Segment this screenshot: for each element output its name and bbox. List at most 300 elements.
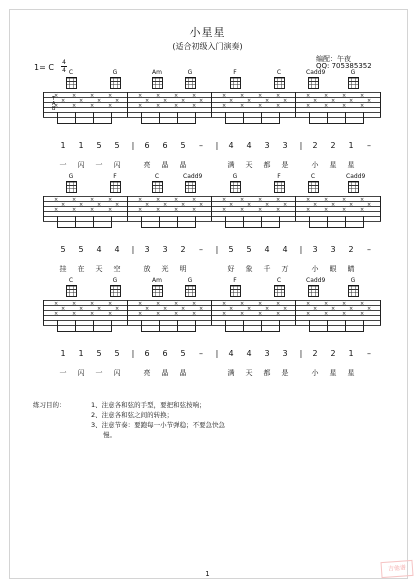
- strum-x-mark: ×: [174, 197, 179, 203]
- numbered-note: 2: [348, 245, 354, 254]
- arranger-credit: 编配：午夜: [316, 55, 351, 63]
- chord-grid: [308, 77, 319, 89]
- strum-x-mark: ×: [90, 207, 95, 213]
- rhythm-beam: [57, 331, 111, 332]
- strum-x-mark: ×: [163, 202, 168, 208]
- numbered-note: 3: [312, 245, 318, 254]
- strum-x-mark: ×: [156, 207, 161, 213]
- chord-diagram: [228, 174, 242, 193]
- bar-line: [295, 92, 296, 117]
- bar-line: [380, 300, 381, 325]
- numbered-note: 4: [96, 245, 102, 254]
- bar-line: [295, 196, 296, 221]
- strum-x-mark: ×: [61, 202, 66, 208]
- strum-x-mark: ×: [258, 103, 263, 109]
- lyric-syllable: 天: [95, 265, 103, 273]
- strum-x-mark: ×: [174, 301, 179, 307]
- strum-x-mark: ×: [181, 306, 186, 312]
- strum-x-mark: ×: [276, 207, 281, 213]
- strum-x-mark: ×: [174, 103, 179, 109]
- strum-x-mark: ×: [72, 207, 77, 213]
- strum-x-mark: ×: [360, 301, 365, 307]
- strum-x-mark: ×: [54, 103, 59, 109]
- bar-line: [211, 300, 212, 325]
- lyric-syllable: 挂: [59, 265, 67, 273]
- strum-x-mark: ×: [72, 93, 77, 99]
- lyric-syllable: 晶: [161, 161, 169, 169]
- strum-x-mark: ×: [367, 306, 372, 312]
- chord-diagram: [64, 70, 78, 89]
- chord-name: Cadd9: [306, 69, 326, 76]
- strum-x-mark: ×: [181, 202, 186, 208]
- chord-diagram: [183, 278, 197, 297]
- strum-x-mark: ×: [306, 207, 311, 213]
- lyric-syllable: 亮: [143, 369, 151, 377]
- strum-x-mark: ×: [156, 197, 161, 203]
- strum-x-mark: ×: [313, 202, 318, 208]
- chord-diagram: [272, 278, 286, 297]
- strum-x-mark: ×: [138, 93, 143, 99]
- bar-line: [380, 92, 381, 117]
- practice-item: 3、注意节奏：要跑每一小节弹稳；不要急快急: [91, 421, 226, 429]
- chord-diagram: [64, 174, 78, 193]
- chord-name: C: [154, 173, 160, 180]
- chord-grid: [66, 285, 77, 297]
- strum-x-mark: ×: [54, 93, 59, 99]
- bar-line: [127, 300, 128, 325]
- practice-heading: 练习目的：: [33, 401, 66, 409]
- strum-x-mark: ×: [108, 93, 113, 99]
- practice-notes: [33, 400, 226, 439]
- strum-x-mark: ×: [108, 301, 113, 307]
- strum-x-mark: ×: [306, 197, 311, 203]
- strum-x-mark: ×: [61, 98, 66, 104]
- chord-diagram: [306, 174, 320, 193]
- strum-x-mark: ×: [265, 98, 270, 104]
- chord-name: Am: [152, 69, 162, 76]
- lyric-syllable: 闪: [77, 161, 85, 169]
- numbered-note: 1: [348, 141, 354, 150]
- lyric-syllable: 满: [227, 161, 235, 169]
- lyric-syllable: 天: [245, 369, 253, 377]
- chord-name: F: [277, 173, 281, 180]
- lyric-syllable: 天: [245, 161, 253, 169]
- chord-grid: [185, 285, 196, 297]
- strum-x-mark: ×: [258, 311, 263, 317]
- strum-x-mark: ×: [174, 207, 179, 213]
- tab-clef-letter: T: [52, 96, 56, 102]
- strum-x-mark: ×: [222, 103, 227, 109]
- strum-x-mark: ×: [145, 98, 150, 104]
- lyric-syllable: 眼: [329, 265, 337, 273]
- strum-x-mark: ×: [349, 98, 354, 104]
- strum-x-mark: ×: [90, 197, 95, 203]
- lyric-syllable: 星: [347, 369, 355, 377]
- chord-diagram: [183, 173, 203, 193]
- chord-grid: [66, 181, 77, 193]
- practice-item: 慢。: [103, 431, 116, 439]
- strum-x-mark: ×: [342, 197, 347, 203]
- lyric-syllable: 都: [263, 161, 271, 169]
- strum-x-mark: ×: [79, 98, 84, 104]
- strum-x-mark: ×: [108, 207, 113, 213]
- lyric-syllable: 千: [263, 265, 271, 273]
- lyric-syllable: 闪: [113, 161, 121, 169]
- lyric-syllable: 星: [329, 161, 337, 169]
- strum-x-mark: ×: [247, 98, 252, 104]
- strum-x-mark: ×: [349, 202, 354, 208]
- chord-grid: [348, 285, 359, 297]
- lyric-syllable: 万: [281, 265, 289, 273]
- chord-grid: [348, 181, 359, 193]
- strum-x-mark: ×: [181, 98, 186, 104]
- notation-bar: |: [131, 141, 135, 150]
- lyric-syllable: 都: [263, 369, 271, 377]
- chord-name: G: [350, 69, 356, 76]
- strum-x-mark: ×: [240, 197, 245, 203]
- chord-diagram: [306, 69, 326, 89]
- chord-name: G: [112, 69, 118, 76]
- strum-x-mark: ×: [240, 103, 245, 109]
- rhythm-beam: [141, 227, 195, 228]
- strum-x-mark: ×: [258, 301, 263, 307]
- strum-x-mark: ×: [54, 311, 59, 317]
- rhythm-beam: [309, 227, 363, 228]
- strum-x-mark: ×: [163, 306, 168, 312]
- strum-x-mark: ×: [276, 301, 281, 307]
- rhythm-stem: [279, 216, 280, 228]
- strum-x-mark: ×: [79, 306, 84, 312]
- strum-x-mark: ×: [138, 301, 143, 307]
- strum-x-mark: ×: [54, 197, 59, 203]
- strum-x-mark: ×: [192, 207, 197, 213]
- strum-x-mark: ×: [265, 202, 270, 208]
- practice-item: 1、注意各和弦的手型，要把和弦按响；: [91, 401, 206, 409]
- rhythm-stem: [363, 112, 364, 124]
- chord-name: G: [68, 173, 74, 180]
- strum-x-mark: ×: [331, 202, 336, 208]
- strum-x-mark: ×: [276, 103, 281, 109]
- numbered-note: 5: [114, 349, 120, 358]
- strum-x-mark: ×: [222, 197, 227, 203]
- strum-x-mark: ×: [90, 311, 95, 317]
- lyric-syllable: 一: [59, 369, 67, 377]
- lyric-syllable: 睛: [347, 265, 355, 273]
- numbered-note: 2: [330, 141, 336, 150]
- chord-diagram: [272, 70, 286, 89]
- strum-x-mark: ×: [324, 103, 329, 109]
- chord-diagram: [272, 174, 286, 193]
- chord-grid: [110, 181, 121, 193]
- strum-x-mark: ×: [156, 93, 161, 99]
- numbered-note: 2: [312, 349, 318, 358]
- lyric-syllable: 是: [281, 369, 289, 377]
- rhythm-beam: [141, 331, 195, 332]
- bar-line: [380, 196, 381, 221]
- numbered-note: –: [367, 245, 371, 254]
- strum-x-mark: ×: [331, 98, 336, 104]
- strum-x-mark: ×: [247, 306, 252, 312]
- chord-name: F: [233, 69, 237, 76]
- bar-line: [43, 196, 44, 221]
- strum-x-mark: ×: [306, 93, 311, 99]
- strum-x-mark: ×: [360, 197, 365, 203]
- bar-line: [43, 92, 44, 117]
- notation-bar: |: [131, 245, 135, 254]
- numbered-note: 6: [162, 349, 168, 358]
- strum-x-mark: ×: [360, 103, 365, 109]
- strum-x-mark: ×: [349, 306, 354, 312]
- rhythm-beam: [57, 227, 111, 228]
- lyric-syllable: 晶: [179, 369, 187, 377]
- song-subtitle: (适合初级入门演奏): [172, 42, 243, 51]
- strum-x-mark: ×: [258, 207, 263, 213]
- numbered-note: 3: [282, 141, 288, 150]
- chord-diagram: [228, 278, 242, 297]
- lyric-syllable: 闪: [113, 369, 121, 377]
- chord-grid: [185, 181, 196, 193]
- numbered-note: 6: [144, 141, 150, 150]
- strum-x-mark: ×: [138, 197, 143, 203]
- numbered-note: 4: [228, 349, 234, 358]
- strum-x-mark: ×: [313, 306, 318, 312]
- chord-diagram: [346, 173, 366, 193]
- strum-x-mark: ×: [145, 306, 150, 312]
- chord-grid: [185, 77, 196, 89]
- chord-diagram: [150, 278, 164, 297]
- numbered-note: 4: [114, 245, 120, 254]
- strum-x-mark: ×: [342, 301, 347, 307]
- strum-x-mark: ×: [283, 98, 288, 104]
- chord-grid: [274, 181, 285, 193]
- bar-line: [127, 92, 128, 117]
- strum-x-mark: ×: [163, 98, 168, 104]
- numbered-note: –: [199, 349, 203, 358]
- strum-x-mark: ×: [199, 202, 204, 208]
- strum-x-mark: ×: [324, 311, 329, 317]
- chord-diagram: [150, 174, 164, 193]
- strum-x-mark: ×: [306, 103, 311, 109]
- strum-x-mark: ×: [97, 306, 102, 312]
- chord-grid: [274, 285, 285, 297]
- chord-grid: [152, 181, 163, 193]
- numbered-note: 1: [60, 349, 66, 358]
- strum-x-mark: ×: [306, 301, 311, 307]
- rhythm-stem: [279, 112, 280, 124]
- chord-diagram: [346, 70, 360, 89]
- lyric-syllable: 小: [311, 369, 319, 377]
- lyric-syllable: 小: [311, 265, 319, 273]
- strum-x-mark: ×: [342, 207, 347, 213]
- numbered-note: 3: [264, 141, 270, 150]
- chord-name: Cadd9: [183, 173, 203, 180]
- strum-x-mark: ×: [192, 103, 197, 109]
- numbered-note: 6: [144, 349, 150, 358]
- strum-x-mark: ×: [72, 311, 77, 317]
- strum-x-mark: ×: [276, 311, 281, 317]
- chord-diagram: [150, 70, 164, 89]
- strum-x-mark: ×: [108, 311, 113, 317]
- strum-x-mark: ×: [247, 202, 252, 208]
- rhythm-stem: [363, 320, 364, 332]
- strum-x-mark: ×: [156, 103, 161, 109]
- chord-grid: [152, 77, 163, 89]
- strum-x-mark: ×: [367, 98, 372, 104]
- rhythm-stem: [363, 216, 364, 228]
- chord-name: C: [276, 69, 282, 76]
- strum-x-mark: ×: [342, 311, 347, 317]
- chord-name: G: [187, 277, 193, 284]
- strum-x-mark: ×: [222, 301, 227, 307]
- numbered-note: 6: [162, 141, 168, 150]
- rhythm-beam: [141, 123, 195, 124]
- strum-x-mark: ×: [276, 197, 281, 203]
- strum-x-mark: ×: [156, 301, 161, 307]
- strum-x-mark: ×: [156, 311, 161, 317]
- rhythm-stem: [195, 112, 196, 124]
- chord-name: C: [68, 277, 74, 284]
- lyric-syllable: 小: [311, 161, 319, 169]
- strum-x-mark: ×: [174, 93, 179, 99]
- rhythm-stem: [195, 216, 196, 228]
- rhythm-beam: [225, 123, 279, 124]
- numbered-note: 5: [114, 141, 120, 150]
- strum-x-mark: ×: [90, 93, 95, 99]
- tab-staff: [43, 196, 381, 221]
- numbered-note: 1: [78, 141, 84, 150]
- strum-x-mark: ×: [115, 306, 120, 312]
- strum-x-mark: ×: [229, 98, 234, 104]
- strum-x-mark: ×: [240, 93, 245, 99]
- lyric-syllable: 闪: [77, 369, 85, 377]
- tab-staff: [43, 300, 381, 325]
- strum-x-mark: ×: [61, 306, 66, 312]
- strum-x-mark: ×: [331, 306, 336, 312]
- strum-x-mark: ×: [90, 103, 95, 109]
- lyric-syllable: 空: [113, 265, 121, 273]
- numbered-note: –: [199, 245, 203, 254]
- lyric-syllable: 好: [227, 265, 235, 273]
- chord-diagram: [346, 278, 360, 297]
- chord-name: F: [113, 173, 117, 180]
- strum-x-mark: ×: [108, 103, 113, 109]
- strum-x-mark: ×: [342, 103, 347, 109]
- strum-x-mark: ×: [222, 311, 227, 317]
- strum-x-mark: ×: [138, 207, 143, 213]
- strum-x-mark: ×: [72, 301, 77, 307]
- chord-grid: [230, 181, 241, 193]
- notation-bar: |: [299, 349, 303, 358]
- chord-diagram: [183, 70, 197, 89]
- strum-x-mark: ×: [306, 311, 311, 317]
- chord-name: C: [276, 277, 282, 284]
- strum-x-mark: ×: [115, 98, 120, 104]
- tab-clef-letter: B: [52, 106, 56, 112]
- lyric-syllable: 是: [281, 161, 289, 169]
- rhythm-stem: [111, 112, 112, 124]
- tab-clef-letter: A: [52, 101, 56, 107]
- chord-name: Cadd9: [306, 277, 326, 284]
- numbered-note: 1: [78, 349, 84, 358]
- numbered-note: 5: [96, 141, 102, 150]
- bar-line: [43, 300, 44, 325]
- strum-x-mark: ×: [258, 197, 263, 203]
- notation-bar: |: [215, 245, 219, 254]
- chord-grid: [308, 181, 319, 193]
- chord-diagram: [64, 278, 78, 297]
- strum-x-mark: ×: [115, 202, 120, 208]
- strum-x-mark: ×: [72, 103, 77, 109]
- numbered-note: 3: [162, 245, 168, 254]
- strum-x-mark: ×: [199, 306, 204, 312]
- strum-x-mark: ×: [342, 93, 347, 99]
- strum-x-mark: ×: [192, 301, 197, 307]
- strum-x-mark: ×: [360, 207, 365, 213]
- strum-x-mark: ×: [145, 202, 150, 208]
- numbered-note: –: [367, 141, 371, 150]
- numbered-note: 4: [246, 141, 252, 150]
- rhythm-beam: [309, 123, 363, 124]
- lyric-syllable: 满: [227, 369, 235, 377]
- strum-x-mark: ×: [79, 202, 84, 208]
- rhythm-stem: [111, 320, 112, 332]
- chord-grid: [230, 77, 241, 89]
- bar-line: [127, 196, 128, 221]
- strum-x-mark: ×: [97, 98, 102, 104]
- chord-grid: [110, 77, 121, 89]
- strum-x-mark: ×: [324, 197, 329, 203]
- strum-x-mark: ×: [199, 98, 204, 104]
- strum-x-mark: ×: [324, 301, 329, 307]
- rhythm-beam: [57, 123, 111, 124]
- numbered-note: 5: [180, 349, 186, 358]
- numbered-note: 5: [78, 245, 84, 254]
- strum-x-mark: ×: [229, 202, 234, 208]
- chord-grid: [308, 285, 319, 297]
- strum-x-mark: ×: [240, 207, 245, 213]
- strum-x-mark: ×: [367, 202, 372, 208]
- lyric-syllable: 一: [59, 161, 67, 169]
- chord-diagram: [228, 70, 242, 89]
- rhythm-stem: [111, 216, 112, 228]
- strum-x-mark: ×: [97, 202, 102, 208]
- notation-bar: |: [299, 245, 303, 254]
- numbered-note: 4: [264, 245, 270, 254]
- lyric-syllable: 星: [329, 369, 337, 377]
- song-title: 小星星: [189, 26, 226, 39]
- notation-bar: |: [215, 141, 219, 150]
- strum-x-mark: ×: [360, 93, 365, 99]
- lyric-syllable: 晶: [161, 369, 169, 377]
- strum-x-mark: ×: [90, 301, 95, 307]
- numbered-note: 4: [246, 349, 252, 358]
- strum-x-mark: ×: [265, 306, 270, 312]
- strum-x-mark: ×: [324, 93, 329, 99]
- strum-x-mark: ×: [192, 311, 197, 317]
- lyric-syllable: 晶: [179, 161, 187, 169]
- numbered-note: 5: [246, 245, 252, 254]
- numbered-note: 3: [264, 349, 270, 358]
- rhythm-beam: [225, 331, 279, 332]
- strum-x-mark: ×: [138, 311, 143, 317]
- numbered-note: 3: [282, 349, 288, 358]
- chord-diagram: [108, 278, 122, 297]
- notation-bar: |: [299, 141, 303, 150]
- chord-grid: [152, 285, 163, 297]
- strum-x-mark: ×: [229, 306, 234, 312]
- chord-grid: [348, 77, 359, 89]
- chord-diagram: [306, 277, 326, 297]
